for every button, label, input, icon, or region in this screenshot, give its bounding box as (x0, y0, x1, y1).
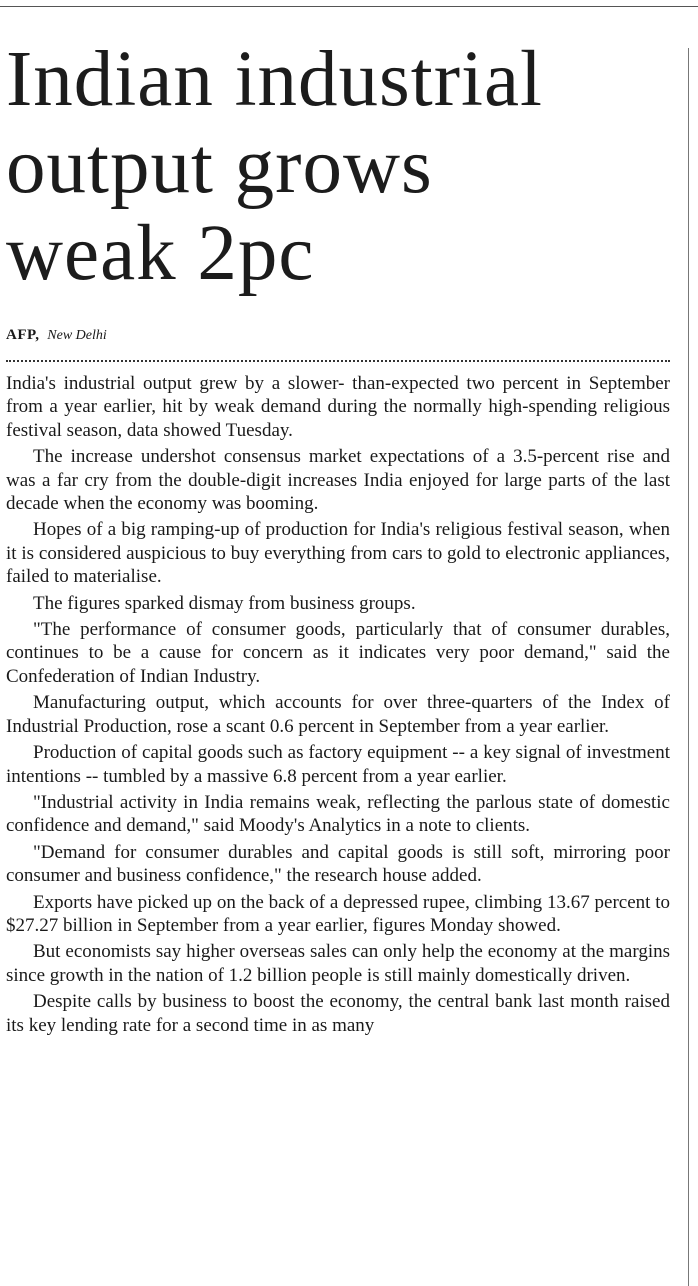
headline-line-2: output grows (6, 123, 433, 210)
dotted-divider (6, 360, 670, 362)
paragraph: "The performance of consumer goods, particularly that of consumer durables, continues to be a cause for concern as it indicates very poor demand," said the Confederation of Indian Industry. (6, 619, 670, 687)
paragraph: Exports have picked up on the back of a depressed rupee, climbing 13.67 percent to $27.27 billion in September from a year earlier, figures Monday showed. (6, 891, 670, 936)
headline-line-1: Indian industrial (6, 36, 543, 123)
news-article (6, 36, 670, 1040)
paragraph: "Demand for consumer durables and capital goods is still soft, mirroring poor consumer and business confidence," the research house added. (6, 841, 670, 887)
column-rule (688, 48, 689, 1286)
byline (6, 326, 670, 344)
article-body (6, 372, 670, 1037)
byline-agency: AFP, (6, 327, 40, 343)
byline-dateline: New Delhi (47, 328, 107, 343)
paragraph: Manufacturing output, which accounts for over three-quarters of the Index of Industrial Production, rose a scant 0.6 percent in September from a year earlier. (6, 692, 670, 737)
headline-line-3: weak 2pc (6, 210, 315, 297)
paragraph: Despite calls by business to boost the economy, the central bank last month raised its key lending rate for a second time in as many (6, 991, 670, 1036)
paragraph: But economists say higher overseas sales can only help the economy at the margins since growth in the nation of 1.2 billion people is still mainly domestically driven. (6, 941, 670, 986)
paragraph: Hopes of a big ramping-up of production for India's religious festival season, when it is considered auspicious to buy everything from cars to gold to electronic appliances, failed to materialise. (6, 519, 670, 588)
top-rule (0, 6, 698, 7)
paragraph: "Industrial activity in India remains weak, reflecting the parlous state of domestic confidence and demand," said Moody's Analytics in a note to clients. (6, 791, 670, 837)
paragraph: India's industrial output grew by a slower- than-expected two percent in September from a year earlier, hit by weak demand during the normally high-spending religious festival season, data showed Tuesday. (6, 373, 670, 441)
paragraph: Production of capital goods such as factory equipment -- a key signal of investment intentions -- tumbled by a massive 6.8 percent from a year earlier. (6, 742, 670, 787)
paragraph: The increase undershot consensus market expectations of a 3.5-percent rise and was a far cry from the double-digit increases India enjoyed for large parts of the last decade when the economy was booming. (6, 446, 670, 515)
paragraph: The figures sparked dismay from business groups. (33, 592, 416, 614)
headline (6, 36, 670, 297)
